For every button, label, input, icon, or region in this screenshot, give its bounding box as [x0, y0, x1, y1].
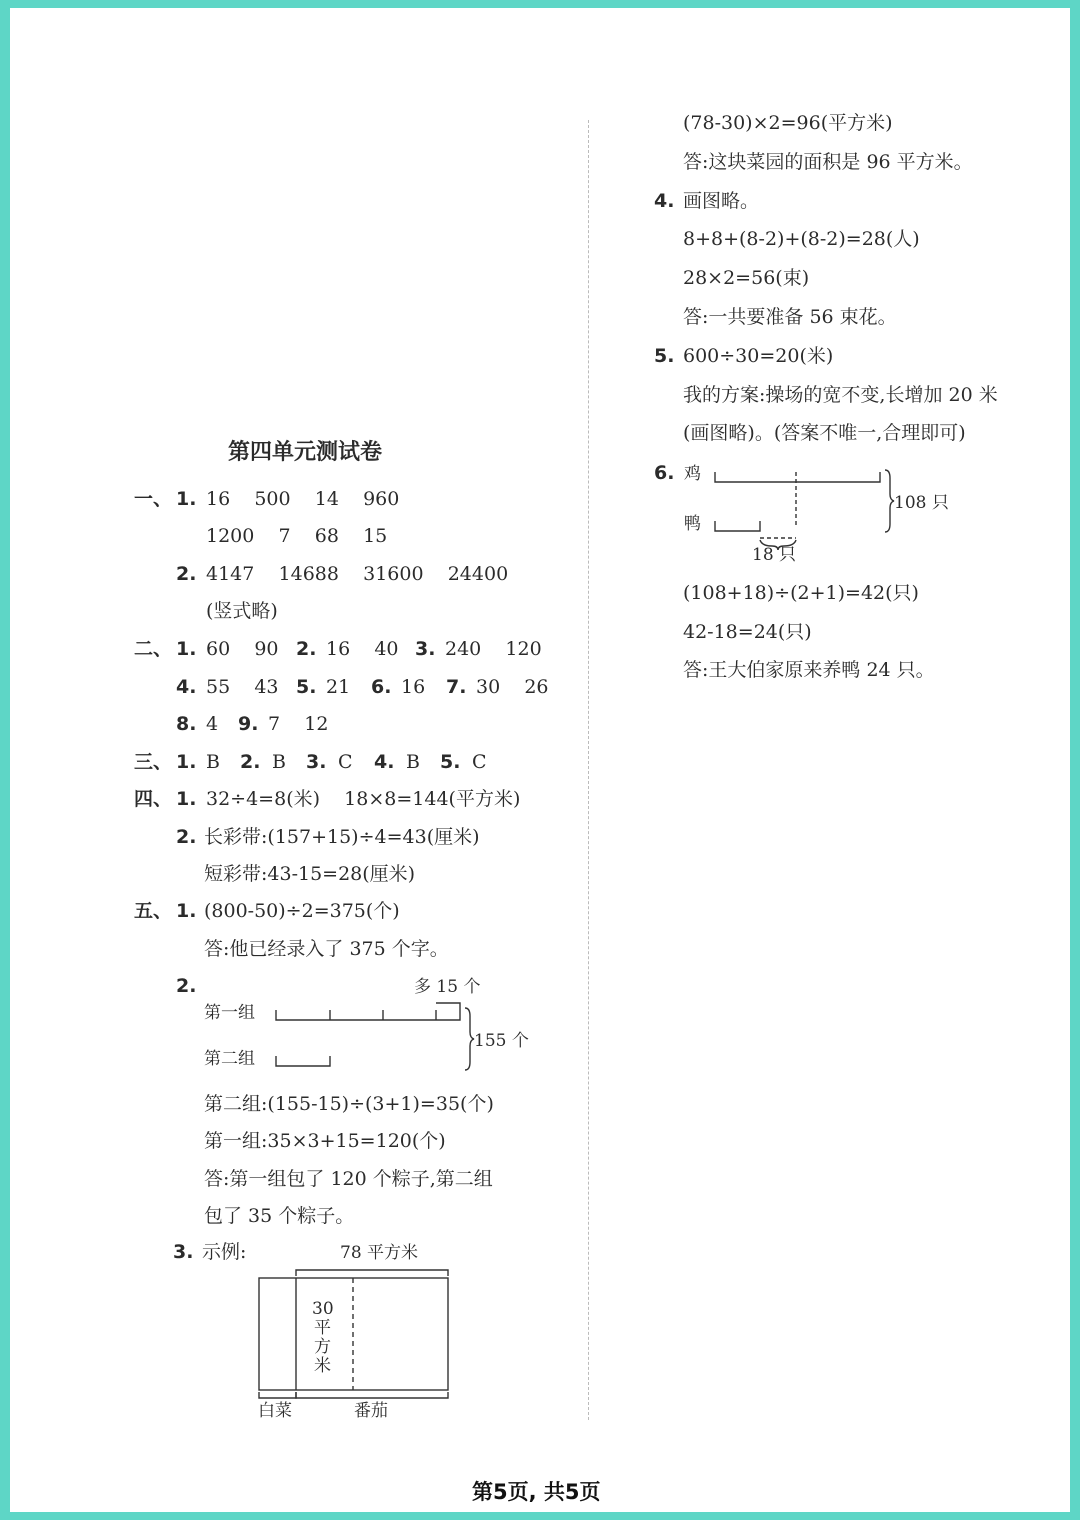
answer-sheet-page [10, 8, 1070, 1512]
s2-item-answer: 240 120 [445, 638, 542, 660]
diagram6-lines [10, 8, 11, 9]
diagram6-chicken-label: 鸡 [684, 464, 701, 484]
diagram2-difference-label: 多 15 个 [414, 977, 481, 997]
r-q6-line3: 答:王大伯家原来养鸭 24 只。 [683, 659, 935, 681]
diagram6-duck-bar [715, 521, 760, 531]
s4-q2-line1: 长彩带:(157+15)÷4=43(厘米) [204, 826, 480, 848]
diagram2-group2-bar [276, 1056, 330, 1066]
s5-q3-label: 示例: [202, 1241, 247, 1263]
s1-q2-line1: 4147 14688 31600 24400 [206, 563, 509, 585]
r-q5-line1: 600÷30=20(米) [683, 345, 834, 367]
s5-q1-line2: 答:他已经录入了 375 个字。 [204, 938, 449, 960]
diagram3-cabbage-label: 白菜 [258, 1401, 292, 1421]
s2-item-answer: 30 26 [476, 676, 549, 698]
s2-item-number: 7. [446, 676, 467, 698]
r-q4-line2: 8+8+(8-2)+(8-2)=28(人) [683, 228, 920, 250]
r-q6-line1: (108+18)÷(2+1)=42(只) [683, 582, 919, 604]
diagram3-tomato-label: 番茄 [354, 1401, 388, 1421]
s1-q2-line2: (竖式略) [206, 600, 278, 622]
s2-item-answer: 55 43 [206, 676, 279, 698]
s5-q3-number: 3. [173, 1241, 194, 1263]
diagram6-chicken-bar [715, 472, 880, 482]
diagram3-inner-label: 30 [312, 1299, 334, 1319]
s4-q1-number: 1. [176, 788, 197, 810]
s2-item-answer: 21 [326, 676, 351, 698]
r-line-1: (78-30)×2=96(平方米) [683, 112, 893, 134]
s3-item-number: 5. [440, 751, 461, 773]
s2-item-answer: 16 40 [326, 638, 399, 660]
s5-q1-number: 1. [176, 900, 197, 922]
diagram6-total-brace [885, 470, 894, 532]
r-q6-line2: 42-18=24(只) [683, 621, 812, 643]
page-footer: 第5页, 共5页 [472, 1480, 601, 1504]
s1-q1-number: 1. [176, 488, 197, 510]
r-q4-line4: 答:一共要准备 56 束花。 [683, 306, 897, 328]
s3-item-number: 3. [306, 751, 327, 773]
s1-q1-line1: 16 500 14 960 [206, 488, 400, 510]
page-title: 第四单元测试卷 [228, 440, 383, 465]
diagram2-extra-bracket [436, 1003, 460, 1010]
s3-item-answer: B [206, 751, 220, 773]
s5-q1-line1: (800-50)÷2=375(个) [204, 900, 400, 922]
s3-item-answer: C [338, 751, 353, 773]
r-q4-line1: 画图略。 [683, 190, 760, 212]
diagram3-bottom-left-brace [259, 1392, 296, 1398]
diagram3-total-area-label: 78 平方米 [340, 1243, 419, 1263]
diagram2-group1-label: 第一组 [204, 1003, 255, 1023]
diagram3-top-brace [296, 1270, 448, 1276]
r-q4-line3: 28×2=56(束) [683, 267, 810, 289]
s5-q2-line3: 答:第一组包了 120 个粽子,第二组 [204, 1168, 493, 1190]
s3-item-answer: C [472, 751, 487, 773]
s5-q2-line1: 第二组:(155-15)÷(3+1)=35(个) [204, 1093, 494, 1115]
s2-item-number: 6. [371, 676, 392, 698]
s4-q2-line2: 短彩带:43-15=28(厘米) [204, 863, 416, 885]
diagram3-inner-label: 米 [314, 1356, 331, 1376]
section-2-mark: 二、 [134, 638, 173, 660]
section-4-mark: 四、 [134, 788, 173, 810]
r-q5-number: 5. [654, 345, 675, 367]
s1-q2-number: 2. [176, 563, 197, 585]
s2-item-number: 2. [296, 638, 317, 660]
section-1-mark: 一、 [134, 488, 173, 510]
s2-item-answer: 16 [401, 676, 426, 698]
s5-q2-line4: 包了 35 个粽子。 [204, 1205, 355, 1227]
diagram2-total-label: 155 个 [474, 1031, 529, 1051]
r-q4-number: 4. [654, 190, 675, 212]
s2-item-number: 4. [176, 676, 197, 698]
diagram6-diff-label: 18 只 [752, 545, 797, 565]
s3-item-number: 4. [374, 751, 395, 773]
s2-item-answer: 4 [206, 713, 219, 735]
column-divider [588, 120, 589, 1420]
s3-item-answer: B [406, 751, 420, 773]
s2-item-answer: 60 90 [206, 638, 279, 660]
s4-q2-number: 2. [176, 826, 197, 848]
s5-q2-line2: 第一组:35×3+15=120(个) [204, 1130, 446, 1152]
diagram2-group2-label: 第二组 [204, 1049, 255, 1069]
r-line-2: 答:这块菜园的面积是 96 平方米。 [683, 151, 973, 173]
section-3-mark: 三、 [134, 751, 173, 773]
diagram2-group1-bar [276, 1010, 460, 1020]
s2-item-number: 3. [415, 638, 436, 660]
diagram3-inner-label: 方 [314, 1337, 331, 1357]
s4-q1-answer: 32÷4=8(米) 18×8=144(平方米) [206, 788, 521, 810]
s2-item-number: 5. [296, 676, 317, 698]
diagram3-inner-label: 平 [314, 1318, 331, 1338]
diagram6-total-label: 108 只 [894, 493, 949, 513]
r-q5-line3: (画图略)。(答案不唯一,合理即可) [683, 422, 966, 444]
s3-item-number: 1. [176, 751, 197, 773]
s2-item-number: 1. [176, 638, 197, 660]
r-q5-line2: 我的方案:操场的宽不变,长增加 20 米 [683, 384, 998, 406]
diagram3-bottom-right-brace [296, 1392, 448, 1398]
s3-item-answer: B [272, 751, 286, 773]
s2-item-number: 9. [238, 713, 259, 735]
diagram6-duck-label: 鸭 [684, 514, 701, 534]
s1-q1-line2: 1200 7 68 15 [206, 525, 388, 547]
s3-item-number: 2. [240, 751, 261, 773]
s2-item-number: 8. [176, 713, 197, 735]
r-q6-number: 6. [654, 462, 675, 484]
diagram2-total-brace [465, 1008, 474, 1070]
s5-q2-number: 2. [176, 975, 197, 997]
section-5-mark: 五、 [134, 900, 173, 922]
s2-item-answer: 7 12 [268, 713, 329, 735]
